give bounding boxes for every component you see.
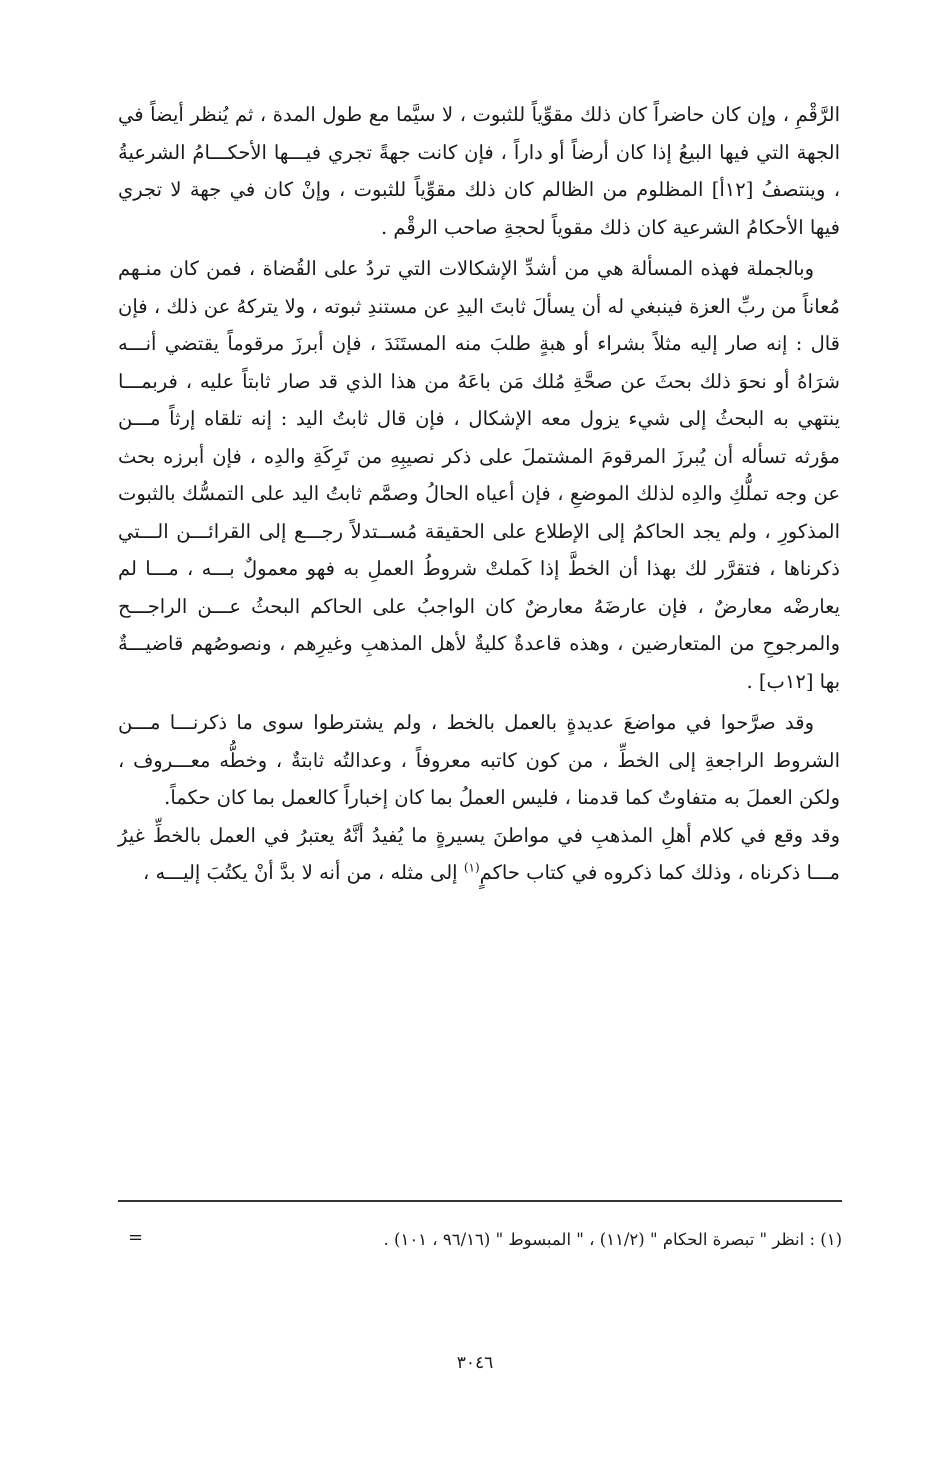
page-number: ٣٠٤٦ (456, 1353, 494, 1373)
footnote-separator (118, 1200, 842, 1202)
paragraph-1: الرَّقْمِ ، وإن كان حاضراً كان ذلك مقوِّياً للثبوت ، لا سيَّما مع طول المدة ، ثم يُنظر أيضاً في الجهة التي فيها البيعُ إذا كان أرضاً أو داراً ، فإن كانت جهةً تجري فيـــها الأحكـــامُ الشرعيةُ ، وينتصفُ [١٢أ] المظلوم من الظالم كان ذلك مقوِّياً للثبوت ، وإنْ كان في جهة لا تجري فيها الأحكامُ الشرعية كان ذلك مقوياً لحجةِ صاحب الرقْم . (118, 103, 840, 239)
paragraph-2: وبالجملة فهذه المسألة هي من أشدِّ الإشكالات التي تردُ على القُضاة ، فمن كان منـهم مُعاناً من ربِّ العزة فينبغي له أن يسألَ ثابتَ اليدِ عن مستندِ ثبوته ، ولا يتركهُ عن ذلك ، فإن قال : إنه صار إليه مثلاً بشراء أو هبةٍ طلبَ منه المستَنَدَ ، فإن أبرزَ مرقوماً يقتضي أنـــه شرَاهُ أو نحوَ ذلك بحثَ عن صحَّةِ مُلك مَن باعَهُ من هذا الذي قد صار ثابتاً عليه ، فربمـــا ينتهي به البحثُ إلى شيء يزول معه الإشكال ، فإن قال ثابتُ اليد : إنه تلقاه إرثاً مـــن مؤرثه تسأله أن يُبرزَ المرقومَ المشتملَ على ذكر نصيبِهِ من تَرِكَةِ والدِه ، فإن أبرزه بحث عن وجه تملُّكِ والدِه لذلك الموضعِ ، فإن أعياه الحالُ وصمَّم ثابتُ اليد على التمسُّك بالثبوت المذكورِ ، ولم يجد الحاكمُ إلى الإطلاع على الحقيقة مُســتدلاً رجـــع إلى القرائـــن الـــتي ذكرناها ، فتقرَّر لك بهذا أن الخطَّ إذا كَملتْ شروطُ العملِ به فهو معمولٌ بـــه ، مـــا لم يعارضْه معارضٌ ، فإن عارضَهُ معارضٌ كان الواجبُ على الحاكم البحثُ عـــن الراجـــح والمرجوحِ من المتعارضين ، وهذه قاعدةٌ كليةٌ لأهل المذهبِ وغيرِهم ، ونصوصُهم قاضيـــةٌ بها [١٢ب] . (118, 257, 840, 693)
paragraph-3: وقد صرَّحوا في مواضعَ عديدةٍ بالعمل بالخط ، ولم يشترطوا سوى ما ذكرنـــا مـــن الشروط الراجعةِ إلى الخطِّ ، من كون كاتبه معروفاً ، وعدالتُه ثابتةٌ ، وخطُّه معـــروف ، ولكن العملَ به متفاوتٌ كما قدمنا ، فليس العملُ بما كان إخباراً كالعمل بما كان حكماً. (118, 711, 840, 809)
main-text (118, 96, 840, 892)
footnote-reference[interactable]: (١) (463, 860, 480, 875)
footnote-continuation-mark: = (128, 1227, 144, 1248)
footnote-text: (١) : انظر " تبصرة الحكام " (١١/٢) ، " المبسوط " (٩٦/١٦ ، ١٠١) . (383, 1230, 842, 1249)
paragraph-4-text-before: وقد وقع في كلام أهلِ المذهبِ في مواطنَ يسيرةٍ ما يُفيدُ أنَّهُ يعتبرُ في العمل بالخطِّ غيرُ مـــا ذكرناه ، وذلك كما ذكروه في كتاب حاكمٍ (118, 823, 840, 884)
footnote (118, 1226, 842, 1254)
paragraph-4-text-after: إلى مثله ، من أنه لا بدَّ أنْ يكتُبَ إليـــه ، (143, 861, 464, 884)
paragraph-4 (118, 817, 840, 892)
